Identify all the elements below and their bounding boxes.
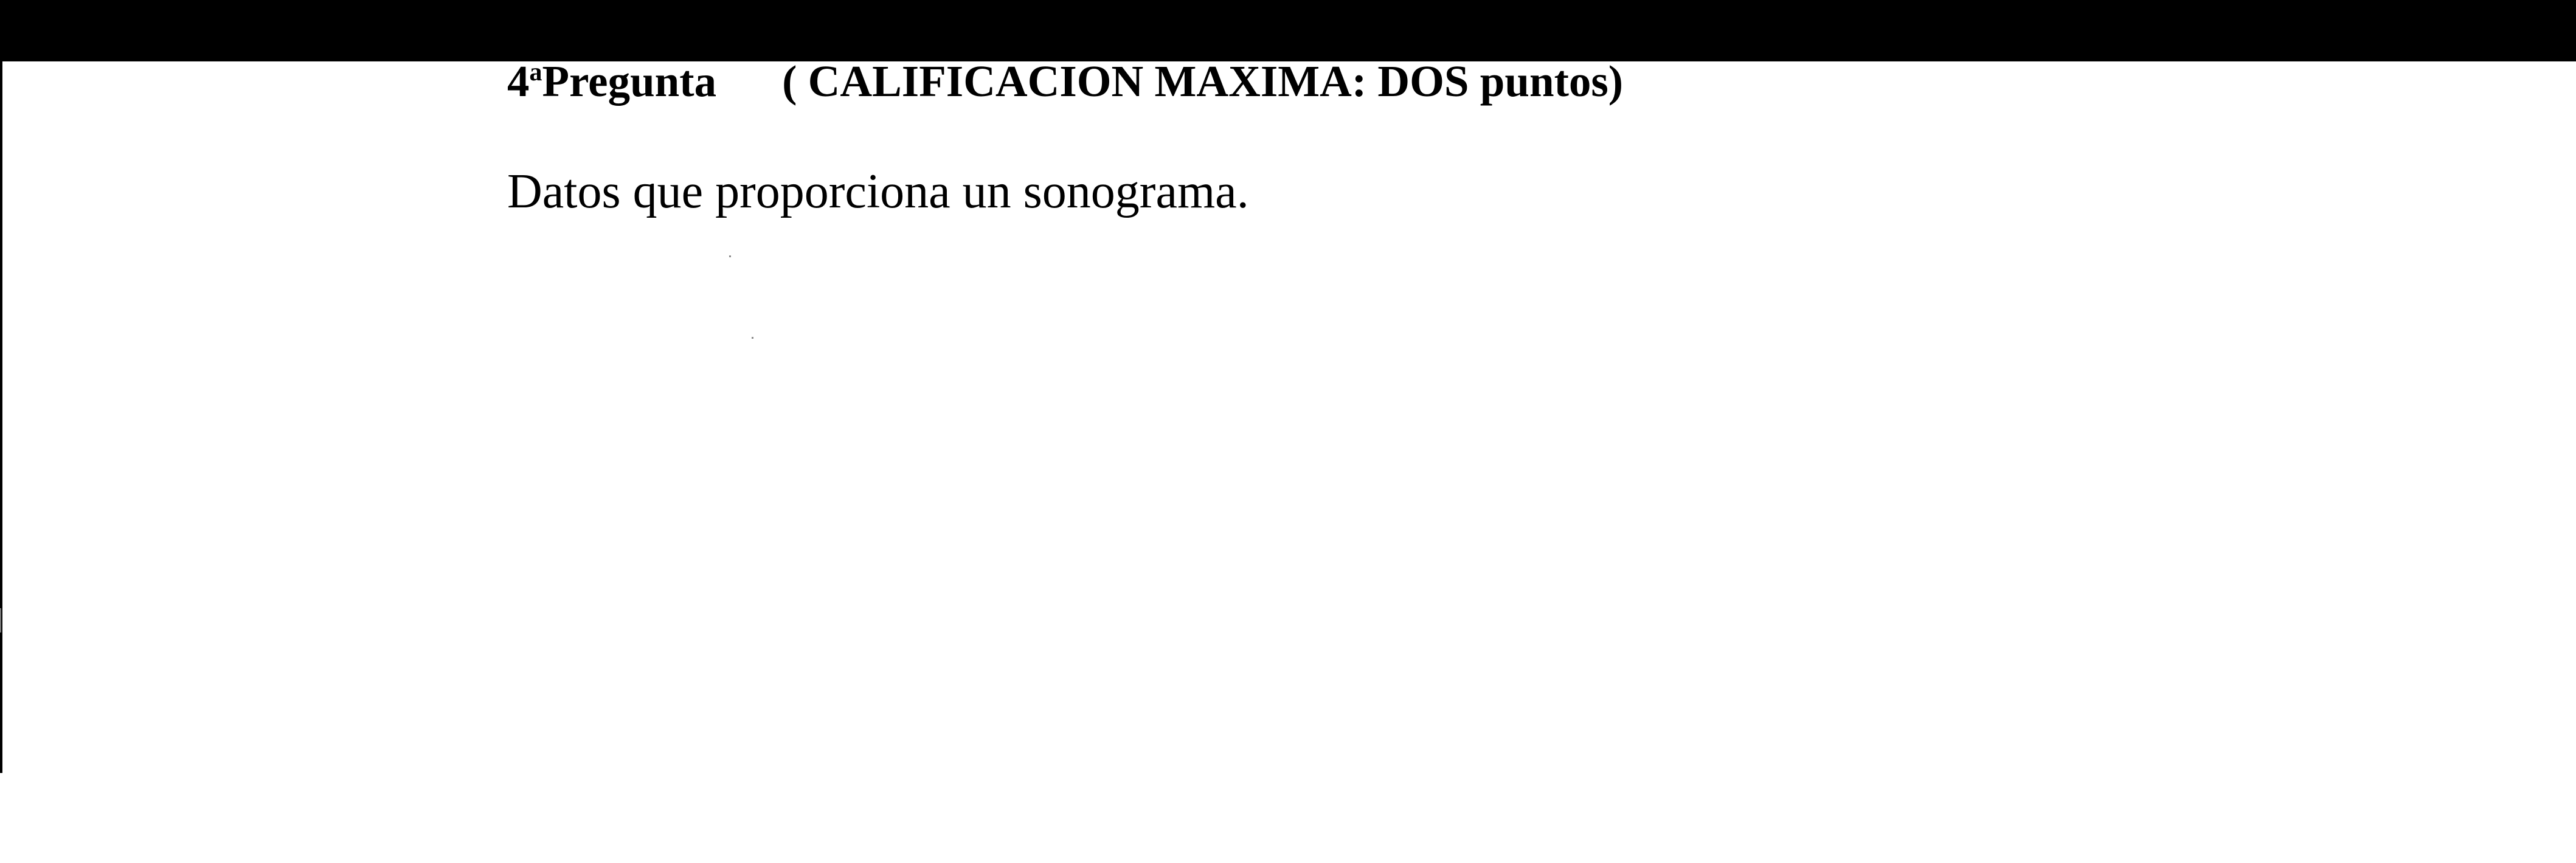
question-text: Datos que proporciona un sonograma. [507,165,1249,218]
question-word: Pregunta [542,57,717,106]
scan-speck [729,255,731,257]
question-number: 4$^a$ [507,57,542,106]
question-ordinal: a [529,58,542,86]
document-page [0,57,2576,863]
scan-speck [752,337,753,339]
max-score: ( CALIFICACION MAXIMA: DOS puntos) [782,57,1624,106]
question-heading [507,48,1623,115]
